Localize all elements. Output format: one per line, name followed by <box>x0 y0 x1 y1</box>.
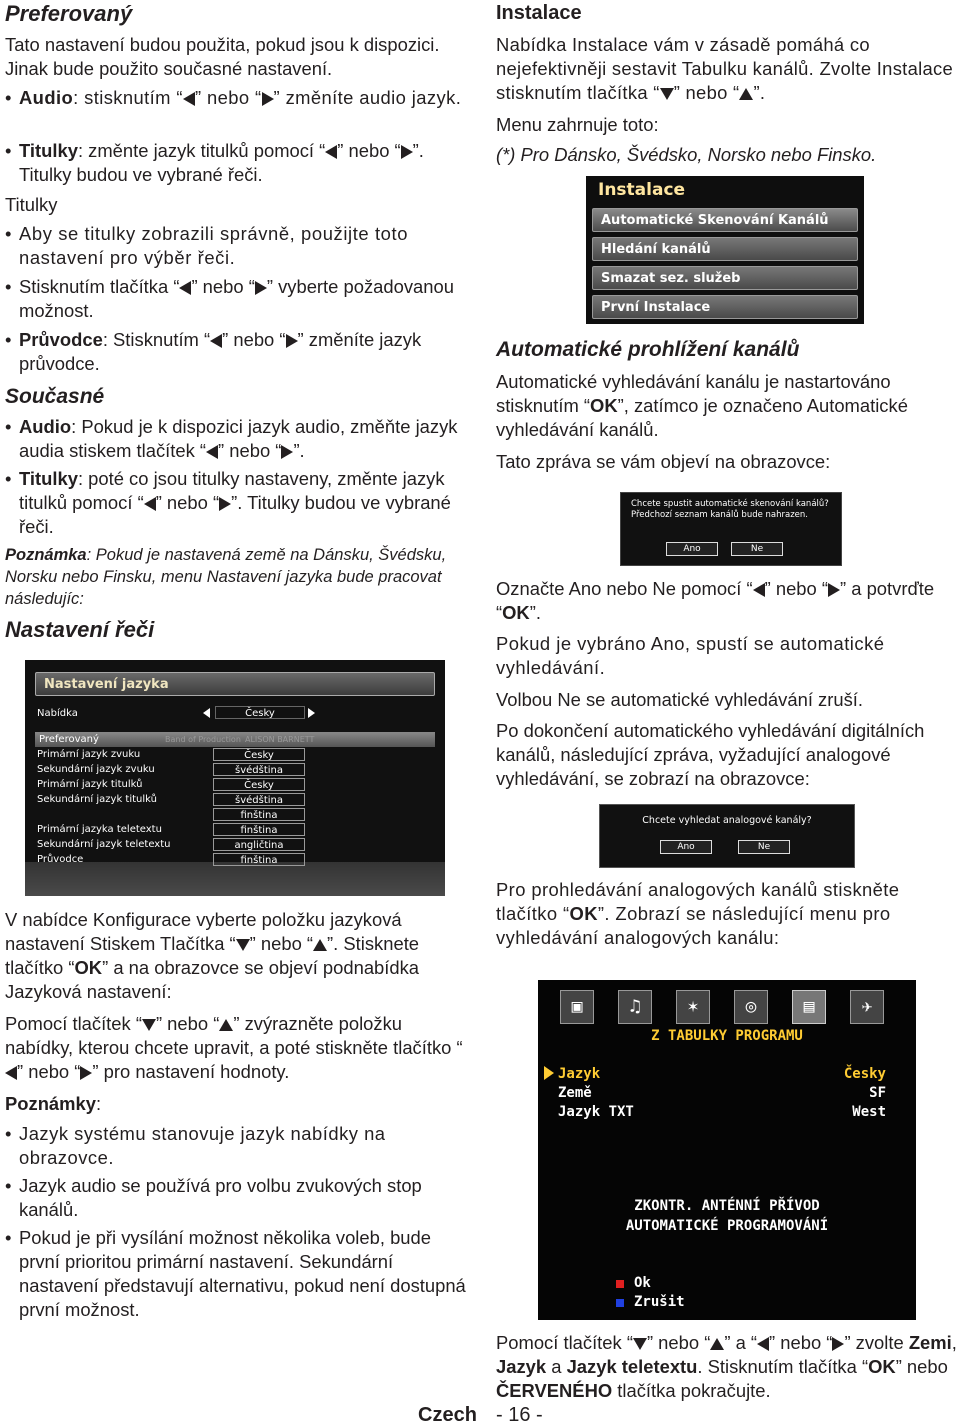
left-arrow-icon <box>183 92 195 106</box>
lang-row-value-1[interactable]: švédština <box>213 763 305 776</box>
preferred-intro: Tato nastavení budou použita, pokud jsou k dispozici. Jinak bude použito současné nastavení. <box>5 34 440 79</box>
preferred-heading: Preferovaný <box>5 1 133 26</box>
analog-menu-title: Z TABULKY PROGRAMU <box>651 1028 803 1044</box>
down-arrow-icon <box>633 1338 647 1350</box>
notes-heading: Poznámky: <box>5 1093 102 1114</box>
cancel-option[interactable]: Zrušit <box>634 1294 685 1310</box>
red-button-icon <box>616 1280 624 1288</box>
auto-scan-dialog-text: Chcete spustit automatické skenování kanálů? Předchozí seznam kanálů bude nahrazen. <box>631 499 829 520</box>
auto-scan-dialog <box>620 492 842 566</box>
current-audio-item: • Audio: Pokud je k dispozici jazyk audio, změňte jazyk audia stiskem tlačítek “ ” nebo “ ”. <box>5 415 470 463</box>
blue-button-icon <box>616 1299 624 1307</box>
language-settings-heading: Nastavení řeči <box>5 617 155 642</box>
up-arrow-icon <box>739 88 753 100</box>
antenna-check-text: ZKONTR. ANTÉNNÍ PŘÍVOD <box>634 1198 820 1214</box>
auto-scan-paragraph: Automatické vyhledávání kanálu je nastartováno stisknutím “OK”, zatímco je označeno Automatické vyhledávání kanálů. <box>496 371 908 440</box>
left-arrow-icon <box>325 145 337 159</box>
star-icon[interactable]: ✶ <box>676 990 710 1024</box>
right-arrow-icon <box>401 145 413 159</box>
camera-icon[interactable]: ▣ <box>560 990 594 1024</box>
analog-menu-screen <box>538 980 916 1320</box>
selection-arrow-icon <box>544 1066 554 1080</box>
analog-row-value-0[interactable]: Česky <box>843 1066 886 1082</box>
up-arrow-icon <box>710 1338 724 1350</box>
lang-row-label-7: Průvodce <box>37 854 84 865</box>
lang-row-value-7[interactable]: finština <box>213 853 305 866</box>
document-icon[interactable]: ▤ <box>792 990 826 1024</box>
menu-item-auto-scan[interactable]: Automatické Skenování Kanálů <box>592 208 858 232</box>
left-arrow-icon[interactable] <box>203 708 210 718</box>
installation-note: (*) Pro Dánsko, Švédsko, Norsko nebo Finsko. <box>496 144 877 165</box>
message-intro: Tato zpráva se vám objeví na obrazovce: <box>496 451 831 472</box>
menu-language-value[interactable]: Česky <box>215 706 305 719</box>
background-text-1: Band of Production <box>165 735 241 744</box>
down-arrow-icon <box>660 88 674 100</box>
menu-item-channel-search[interactable]: Hledání kanálů <box>592 237 858 261</box>
lang-row-value-3[interactable]: švédština <box>213 793 305 806</box>
analog-paragraph: Pro prohledávání analogových kanálů stiskněte tlačítko “OK”. Zobrazí se následující menu pro vyhledávání analogových kanálu: <box>496 879 900 948</box>
right-arrow-icon <box>832 1337 844 1351</box>
right-arrow-icon[interactable] <box>308 708 315 718</box>
notes-bullet-3: • Pokud je při vysílání možnost několika voleb, bude první prioritou primární nastavení. Sekundární nastavení představují alternativu, pokud není dostupná první možnost. <box>5 1226 470 1322</box>
menu-item-clear-list[interactable]: Smazat sez. služeb <box>592 266 858 290</box>
analog-row-label-1[interactable]: Země <box>558 1085 592 1101</box>
note-paragraph: Poznámka: Pokud je nastavená země na Dánsku, Švédsku, Norsku nebo Finsku, menu Nastavení jazyka bude pracovat následujíc: <box>5 546 447 608</box>
yes-paragraph: Pokud je vybráno Ano, spustí se automatické vyhledávání. <box>496 633 885 678</box>
lang-row-label-0: Primární jazyk zvuku <box>37 749 141 760</box>
left-arrow-icon <box>210 334 222 348</box>
auto-scan-heading: Automatické prohlížení kanálů <box>496 338 800 361</box>
analog-row-label-0[interactable]: Jazyk <box>558 1066 601 1082</box>
screen-bottom-band <box>25 862 445 896</box>
subtitles-bullet-1: • Aby se titulky zobrazili správně, použijte toto nastavení pro výběr řeči. <box>5 222 470 270</box>
installation-intro: Nabídka Instalace vám v zásadě pomáhá co nejefektivněji sestavit Tabulku kanálů. Zvolte Instalace stisknutím tlačítka “ ” nebo “ ”. <box>496 34 954 103</box>
right-arrow-icon <box>255 281 267 295</box>
lang-row-value-4[interactable]: finština <box>213 808 305 821</box>
left-arrow-icon <box>753 583 765 597</box>
auto-programming-text: AUTOMATICKÉ PROGRAMOVÁNÍ <box>625 1218 829 1234</box>
disc-icon[interactable]: ◎ <box>734 990 768 1024</box>
final-paragraph: Pomocí tlačítek “ ” nebo “ ” a “ ” nebo “ ” zvolte Zemi, Jazyk a Jazyk teletextu. Stisknutím tlačítka “OK” nebo ČERVENÉHO tlačítka pokračujte. <box>496 1332 957 1401</box>
subtitles-heading: Titulky <box>5 194 58 215</box>
left-arrow-icon <box>757 1337 769 1351</box>
analog-row-value-1[interactable]: SF <box>869 1085 886 1101</box>
right-arrow-icon <box>219 497 231 511</box>
lang-row-value-0[interactable]: Česky <box>213 748 305 761</box>
lang-row-value-2[interactable]: Česky <box>213 778 305 791</box>
right-arrow-icon <box>80 1066 92 1080</box>
lang-row-value-6[interactable]: angličtina <box>213 838 305 851</box>
select-paragraph: Pomocí tlačítek “ ” nebo “ ” zvýrazněte položku nabídky, kterou chcete upravit, a poté stiskněte tlačítko “” nebo “ ” pro nastavení hodnoty. <box>5 1013 463 1082</box>
config-paragraph: V nabídce Konfigurace vyberte položku jazyková nastavení Stiskem Tlačítka “ ” nebo “ ”. Stisknete tlačítko “OK” a na obrazovce se objeví podnabídka Jazyková nastavení: <box>5 909 420 1002</box>
analog-row-label-2[interactable]: Jazyk TXT <box>558 1104 634 1120</box>
up-arrow-icon <box>313 939 327 951</box>
down-arrow-icon <box>236 939 250 951</box>
up-arrow-icon <box>219 1019 233 1031</box>
preferred-header-label: Preferovaný <box>39 734 99 745</box>
guide-item: • Průvodce: Stisknutím “ ” nebo “ ” změníte jazyk průvodce. <box>5 328 470 376</box>
language-menu-screen <box>25 660 445 896</box>
done-paragraph: Po dokončení automatického vyhledávání digitálních kanálů, následující zpráva, vyžadující analogové vyhledávání, se zobrazí na obrazovce: <box>496 720 925 789</box>
satellite-icon[interactable]: ✈ <box>850 990 884 1024</box>
pref-audio-item: • Audio: stisknutím “ ” nebo “ ” změníte audio jazyk. <box>5 86 470 110</box>
lang-row-label-1: Sekundární jazyk zvuku <box>37 764 155 775</box>
no-paragraph: Volbou Ne se automatické vyhledávání zruší. <box>496 689 863 710</box>
lang-row-label-3: Sekundární jazyk titulků <box>37 794 157 805</box>
language-menu-title: Nastavení jazyka <box>35 672 435 696</box>
notes-bullet-1: • Jazyk systému stanovuje jazyk nabídky na obrazovce. <box>5 1122 470 1170</box>
analog-row-value-2[interactable]: West <box>852 1104 886 1120</box>
menu-includes: Menu zahrnuje toto: <box>496 114 659 135</box>
left-arrow-icon <box>5 1066 17 1080</box>
menu-item-first-install[interactable]: První Instalace <box>592 295 858 319</box>
notes-bullet-2: • Jazyk audio se používá pro volbu zvukových stop kanálů. <box>5 1174 470 1222</box>
analog-dialog <box>599 804 855 868</box>
background-text-2: ALISON BARNETT <box>245 735 315 744</box>
left-arrow-icon <box>179 281 191 295</box>
subtitles-bullet-2: • Stisknutím tlačítka “ ” nebo “ ” vyberte požadovanou možnost. <box>5 275 470 323</box>
analog-icon-bar <box>560 990 896 1030</box>
installation-menu-title: Instalace <box>598 180 686 200</box>
pref-subtitles-item: • Titulky: změnte jazyk titulků pomocí “ ” nebo “ ”. Titulky budou ve vybrané řeči. <box>5 139 470 187</box>
analog-yes-button[interactable]: Ano <box>660 840 712 854</box>
lang-row-label-5: Primární jazyka teletextu <box>37 824 162 835</box>
lang-row-label-6: Sekundární jazyk teletextu <box>37 839 171 850</box>
current-subtitles-item: • Titulky: poté co jsou titulky nastaveny, změnte jazyk titulků pomocí “ ” nebo “ ”. Titulky budou ve vybrané řeči. <box>5 467 470 539</box>
analog-dialog-text: Chcete vyhledat analogové kanály? <box>642 815 812 826</box>
installation-menu-screen <box>586 176 864 324</box>
lang-row-value-5[interactable]: finština <box>213 823 305 836</box>
right-arrow-icon <box>262 92 274 106</box>
left-arrow-icon <box>144 497 156 511</box>
right-arrow-icon <box>828 583 840 597</box>
footer-page-number: - 16 - <box>496 1404 543 1426</box>
preferred-header-bar <box>35 732 435 747</box>
dialog-no-button[interactable]: Ne <box>731 542 783 556</box>
menu-language-label: Nabídka <box>37 708 78 719</box>
ok-option[interactable]: Ok <box>634 1275 651 1291</box>
music-icon[interactable]: ♫ <box>618 990 652 1024</box>
analog-no-button[interactable]: Ne <box>738 840 790 854</box>
lang-row-label-2: Primární jazyk titulků <box>37 779 143 790</box>
mark-paragraph: Označte Ano nebo Ne pomocí “ ” nebo “ ” a potvrďte “OK”. <box>496 578 935 623</box>
down-arrow-icon <box>142 1019 156 1031</box>
right-arrow-icon <box>281 445 293 459</box>
dialog-yes-button[interactable]: Ano <box>666 542 718 556</box>
left-arrow-icon <box>206 445 218 459</box>
right-arrow-icon <box>286 334 298 348</box>
footer-language: Czech <box>418 1404 477 1426</box>
current-heading: Současné <box>5 385 105 408</box>
installation-heading: Instalace <box>496 2 582 24</box>
